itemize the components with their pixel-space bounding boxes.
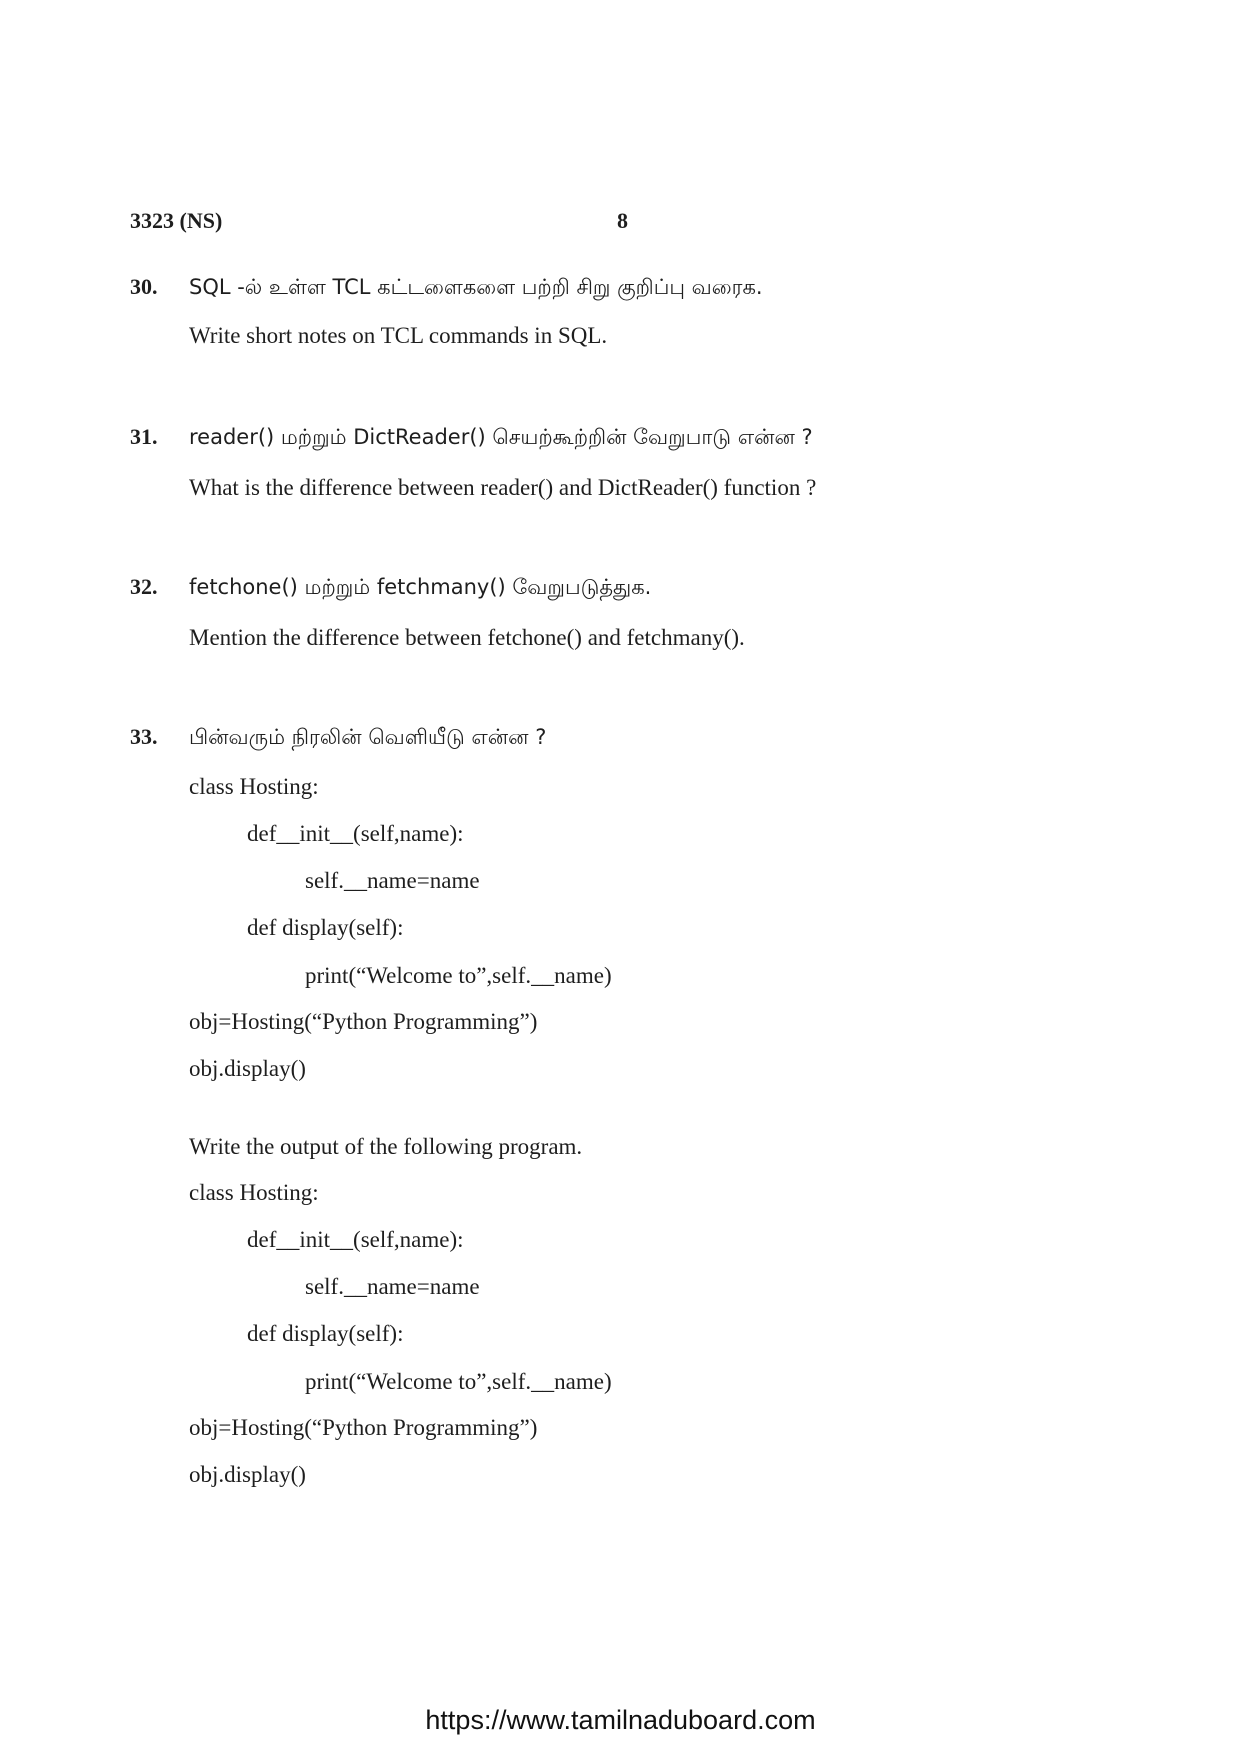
code-line: def__init__(self,name): xyxy=(247,1227,464,1252)
code-line: print(“Welcome to”,self.__name) xyxy=(305,1369,612,1394)
question-30-number: 30. xyxy=(130,274,158,299)
question-32-tamil: fetchone() மற்றும் fetchmany() வேறுபடுத்துக. xyxy=(189,575,652,599)
code-line: obj.display() xyxy=(189,1462,306,1487)
code-line: obj.display() xyxy=(189,1056,306,1081)
exam-code: 3323 (NS) xyxy=(130,208,223,233)
code-line: obj=Hosting(“Python Programming”) xyxy=(189,1415,538,1440)
code-line: obj=Hosting(“Python Programming”) xyxy=(189,1009,538,1034)
code-line: self.__name=name xyxy=(305,1274,480,1299)
code-line: def display(self): xyxy=(247,1321,404,1346)
question-31-english: What is the difference between reader() and DictReader() function ? xyxy=(189,475,817,500)
question-32-english: Mention the difference between fetchone() and fetchmany(). xyxy=(189,625,745,650)
question-33-english: Write the output of the following program. xyxy=(189,1134,583,1159)
page-number: 8 xyxy=(617,208,628,233)
question-33-number: 33. xyxy=(130,724,158,749)
question-30-english: Write short notes on TCL commands in SQL. xyxy=(189,323,608,348)
question-32-number: 32. xyxy=(130,574,158,599)
question-30-tamil: SQL -ல் உள்ள TCL கட்டளைகளை பற்றி சிறு குறிப்பு வரைக. xyxy=(189,275,763,299)
question-31-number: 31. xyxy=(130,424,158,449)
code-line: class Hosting: xyxy=(189,1180,319,1205)
code-line: def__init__(self,name): xyxy=(247,821,464,846)
question-33-tamil: பின்வரும் நிரலின் வெளியீடு என்ன ? xyxy=(189,725,547,749)
footer-url: https://www.tamilnaduboard.com xyxy=(425,1705,816,1735)
code-line: print(“Welcome to”,self.__name) xyxy=(305,963,612,988)
code-line: class Hosting: xyxy=(189,774,319,799)
question-31-tamil: reader() மற்றும் DictReader() செயற்கூற்றின் வேறுபாடு என்ன ? xyxy=(189,425,813,449)
code-line: def display(self): xyxy=(247,915,404,940)
code-line: self.__name=name xyxy=(305,868,480,893)
